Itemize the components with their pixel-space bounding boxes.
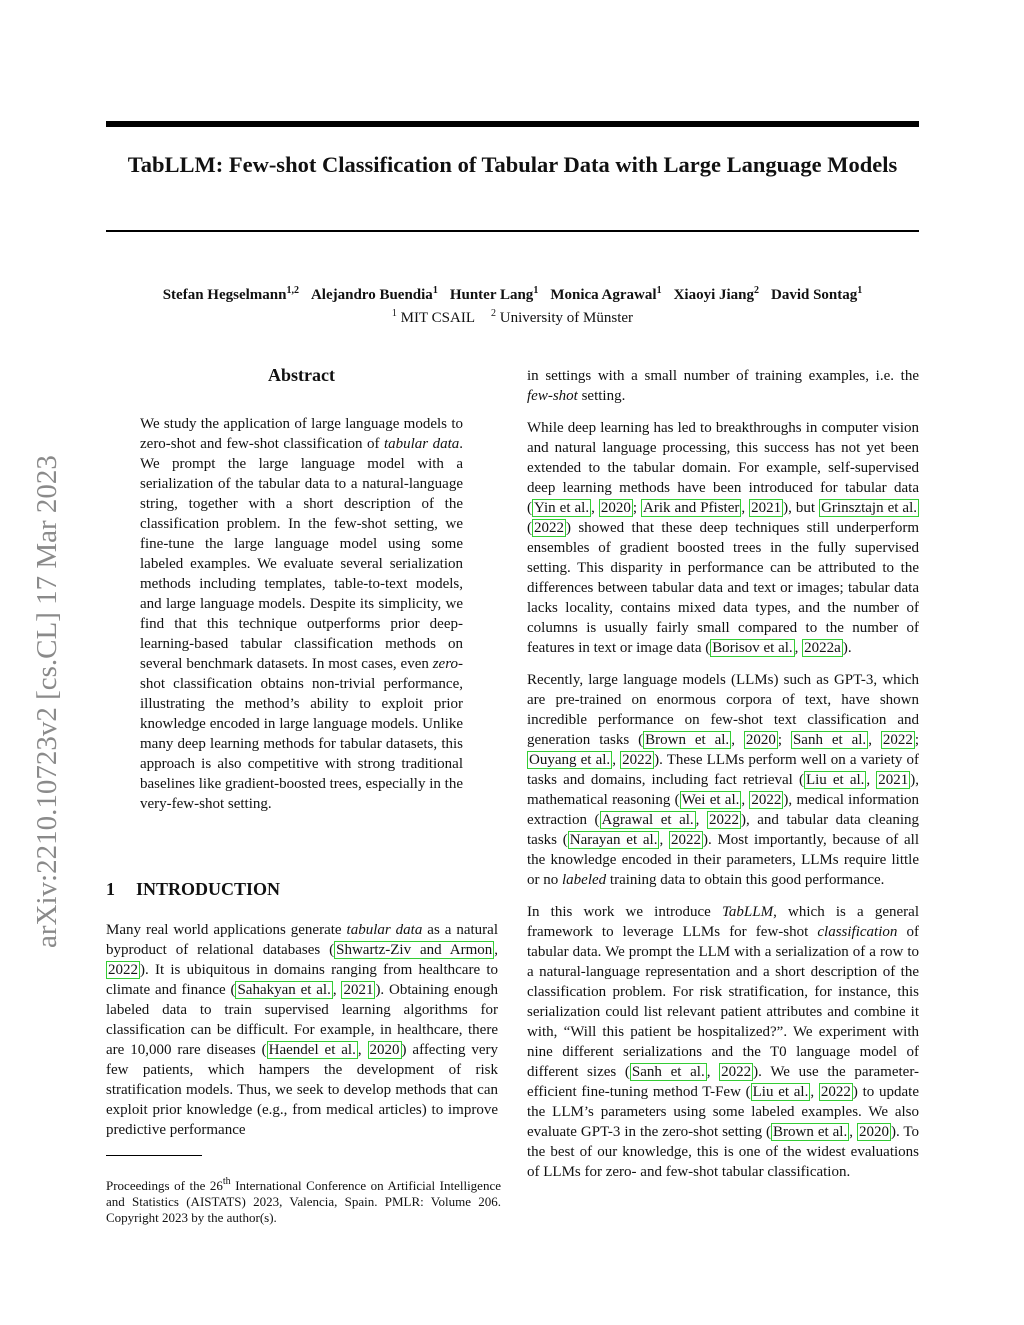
title-top-rule: [106, 121, 919, 127]
author: [674, 287, 759, 303]
title-bottom-rule: [106, 230, 919, 232]
citation-link[interactable]: Liu et al.: [805, 772, 865, 788]
body-paragraph: [527, 670, 919, 890]
text-run: of tabular data. We prompt the LLM with a serialization of a row to a natural-language representation and a short description of the classification problem. For risk stratification, for instance, this serialization could list relevant patient attributes and combine it with, “Will this patient be hospitalized?”. We experiment with nine different serializations and the T0 language model of different sizes (: [527, 924, 919, 1080]
citation-link[interactable]: Ouyang et al.: [529, 752, 611, 768]
text-run: ). To the best of our knowledge, this is one of the widest evaluations of LLMs for zero- and few-shot tabular classification.: [527, 1124, 920, 1180]
text-run: ,: [591, 500, 599, 516]
text-run: ). These LLMs perform well on a variety of tasks and domains, including fact retrieval (: [527, 752, 919, 788]
text-run: ,: [741, 500, 750, 516]
text-run: , which is a general framework to leverage LLMs for few-shot: [527, 904, 919, 940]
text-run: In this work we introduce: [527, 904, 722, 920]
author-affiliation-mark: 1: [533, 285, 539, 296]
emphasis-text: tabular data: [383, 436, 460, 452]
citation-link[interactable]: 2021: [878, 772, 909, 788]
emphasis-text: classification: [817, 924, 898, 940]
author: [450, 287, 539, 303]
abstract-body: [140, 414, 463, 814]
citation-link[interactable]: Sahakyan et al.: [237, 982, 331, 998]
text-run: ,: [695, 812, 707, 828]
author-name: Stefan Hegselmann: [162, 287, 287, 303]
text-run: ), and tabular data cleaning tasks (: [527, 812, 920, 848]
body-paragraph: [527, 418, 919, 658]
citation-link[interactable]: 2022: [751, 792, 782, 808]
emphasis-text: few-shot: [527, 388, 578, 404]
affiliation-mark: 2: [490, 308, 496, 319]
citation-link[interactable]: Agrawal et al.: [601, 812, 694, 828]
text-run: . We prompt the large language model with a serialization of the tabular data to a natural-language string, together with a short description of the classification problem. In the few-shot setting, we fine-tune the large language model using some labeled examples. We evaluate several serialization methods including templates, table-to-text models, and large language models. Despite its simplicity, we find that this technique outperforms prior deep-learning-based tabular classification methods on several benchmark datasets. In most cases, even: [140, 436, 463, 672]
citation-link[interactable]: Narayan et al.: [569, 832, 658, 848]
text-run: ), medical information extraction (: [527, 792, 920, 828]
affiliation-name: University of Münster: [495, 310, 634, 326]
citation-link[interactable]: 2021: [343, 982, 374, 998]
text-run: ,: [810, 1084, 819, 1100]
text-run: ,: [332, 982, 342, 998]
author: [550, 287, 661, 303]
text-run: in settings with a small number of training examples, i.e. the: [527, 368, 919, 384]
section-title: INTRODUCTION: [136, 879, 281, 899]
citation-link[interactable]: Grinsztajn et al.: [821, 500, 917, 516]
text-run: as a natural byproduct of relational databases (: [106, 922, 498, 958]
text-run: ,: [357, 1042, 368, 1058]
text-run: ) showed that these deep techniques still underperform ensembles of gradient boosted trees in the fully supervised setting. This disparity in performance can be attributed to the differences between tabular data and text or images; tabular data lacks locality, contains mixed data types, and the number of columns is usually fairly small compared to the number of features in text or image data (: [527, 520, 919, 656]
text-run: ,: [612, 752, 621, 768]
author-affiliation-mark: 1: [656, 285, 662, 296]
section-number: 1: [106, 879, 115, 899]
author: [163, 287, 299, 303]
author-affiliation-mark: 1: [857, 285, 863, 296]
footnote-text-start: Proceedings of the 26: [106, 1178, 223, 1193]
emphasis-text: tabular data: [346, 922, 423, 938]
body-paragraph: [527, 366, 919, 406]
citation-link[interactable]: 2020: [858, 1124, 889, 1140]
author-name: Xiaoyi Jiang: [673, 287, 754, 303]
citation-link[interactable]: 2022: [708, 812, 739, 828]
citation-link[interactable]: Arik and Pfister: [643, 500, 740, 516]
author-list: [106, 285, 919, 305]
text-run: While deep learning has led to breakthroughs in computer vision and natural language processing, this success has not yet been extended to the tabular domain. For example, self-supervised deep learning methods have been introduced for tabular data (: [527, 420, 919, 516]
text-run: ,: [706, 1064, 720, 1080]
text-run: ,: [866, 772, 877, 788]
citation-link[interactable]: Sanh et al.: [792, 732, 867, 748]
author-affiliation-mark: 1: [432, 285, 438, 296]
emphasis-text: zero: [432, 656, 458, 672]
footnote-text-end: International Conference on Artificial Intelligence and Statistics (AISTATS) 2023, Valencia, Spain. PMLR: Volume 206. Copyright 2023 by the author(s).: [106, 1178, 501, 1225]
text-run: ). Obtaining enough labeled data to train supervised learning algorithms for classification can be difficult. For example, in healthcare, there are 10,000 rare diseases (: [106, 982, 499, 1058]
right-column: [527, 366, 919, 1194]
citation-link[interactable]: 2022: [622, 752, 653, 768]
affiliation-list: [106, 308, 919, 328]
text-run: ). It is ubiquitous in domains ranging from healthcare to climate and finance (: [106, 962, 498, 998]
paper-title: TabLLM: Few-shot Classification of Tabular Data with Large Language Models: [127, 152, 898, 177]
citation-link[interactable]: 2022: [534, 520, 564, 536]
text-run: ), but: [783, 500, 820, 516]
text-run: ). Most importantly, because of all the knowledge encoded in their parameters, LLMs require little or no: [527, 832, 920, 888]
footnote-rule: [106, 1155, 202, 1156]
citation-link[interactable]: Brown et al.: [773, 1124, 848, 1140]
citation-link[interactable]: 2022: [882, 732, 913, 748]
affiliation-name: MIT CSAIL: [396, 310, 475, 326]
author-affiliation-mark: 1,2: [286, 285, 299, 296]
author: [771, 287, 862, 303]
text-run: (: [527, 520, 532, 536]
text-run: ,: [794, 640, 803, 656]
author: [311, 287, 438, 303]
author-name: Alejandro Buendia: [310, 287, 433, 303]
text-run: ).: [842, 640, 852, 656]
abstract-heading: Abstract: [268, 365, 335, 385]
arxiv-identifier[interactable]: arXiv:2210.10723v2 [cs.CL] 17 Mar 2023: [31, 455, 63, 948]
citation-link[interactable]: 2022: [820, 1084, 851, 1100]
text-run: ,: [868, 732, 881, 748]
text-run: setting.: [577, 388, 626, 404]
citation-link[interactable]: 2020: [600, 500, 631, 516]
text-run: We study the application of large language models to zero-shot and few-shot classification of: [140, 416, 463, 452]
text-run: ,: [659, 832, 669, 848]
affiliation: [392, 310, 475, 326]
citation-link[interactable]: Haendel et al.: [268, 1042, 356, 1058]
author-name: Hunter Lang: [449, 287, 534, 303]
citation-link[interactable]: 2020: [745, 732, 776, 748]
citation-link[interactable]: Yin et al.: [534, 500, 590, 516]
text-run: ). We use the parameter-efficient fine-tuning method T-Few (: [527, 1064, 920, 1100]
text-run: ,: [849, 1124, 857, 1140]
text-run: ;: [777, 732, 791, 748]
text-run: ), mathematical reasoning (: [527, 772, 919, 808]
introduction-paragraph: [106, 920, 498, 1140]
footnote: [106, 1178, 501, 1226]
citation-link[interactable]: 2021: [751, 500, 782, 516]
text-run: ) to update the LLM’s parameters using some labeled examples. We also evaluate GPT-3 in the zero-shot setting (: [527, 1084, 919, 1140]
section-heading-introduction: [106, 877, 506, 901]
citation-link[interactable]: 2022: [670, 832, 701, 848]
body-paragraph: [527, 902, 919, 1182]
emphasis-text: labeled: [562, 872, 607, 888]
text-run: training data to obtain this good performance.: [606, 872, 885, 888]
text-run: ;: [914, 732, 920, 748]
text-run: Many real world applications generate: [106, 922, 347, 938]
citation-link[interactable]: Borisov et al.: [712, 640, 793, 656]
citation-link[interactable]: 2020: [369, 1042, 400, 1058]
author-affiliation-mark: 2: [754, 285, 759, 296]
citation-link[interactable]: 2022: [721, 1064, 752, 1080]
text-run: ,: [494, 942, 499, 958]
citation-link[interactable]: 2022: [108, 962, 138, 978]
citation-link[interactable]: Sanh et al.: [631, 1064, 705, 1080]
footnote-superscript: th: [222, 1176, 231, 1187]
citation-link[interactable]: Liu et al.: [752, 1084, 809, 1100]
citation-link[interactable]: Wei et al.: [681, 792, 740, 808]
citation-link[interactable]: Shwartz-Ziv and Armon: [336, 942, 493, 958]
text-run: ;: [632, 500, 642, 516]
text-run: -shot classification obtains non-trivial performance, illustrating the method’s ability to exploit prior knowledge encoded in large language models. Unlike many deep learning methods for tabular datasets, this approach is also competitive with strong traditional baselines like gradient-boosted trees, especially in the very-few-shot setting.: [140, 656, 463, 812]
text-run: ,: [741, 792, 750, 808]
text-run: ,: [731, 732, 744, 748]
citation-link[interactable]: Brown et al.: [645, 732, 730, 748]
text-run: ) affecting very few patients, which hampers the development of risk stratification models. Thus, we seek to develop methods that can exploit prior knowledge (e.g., from medical articles) to improve predictive performance: [106, 1042, 499, 1138]
affiliation-mark: 1: [391, 308, 397, 319]
emphasis-text: TabLLM: [721, 904, 774, 920]
citation-link[interactable]: 2022a: [804, 640, 841, 656]
author-name: David Sontag: [771, 287, 858, 303]
author-name: Monica Agrawal: [550, 287, 657, 303]
text-run: Recently, large language models (LLMs) such as GPT-3, which are pre-trained on enormous corpora of text, have shown incredible performance on few-shot text classification and generation tasks (: [527, 672, 919, 748]
affiliation: [491, 310, 633, 326]
